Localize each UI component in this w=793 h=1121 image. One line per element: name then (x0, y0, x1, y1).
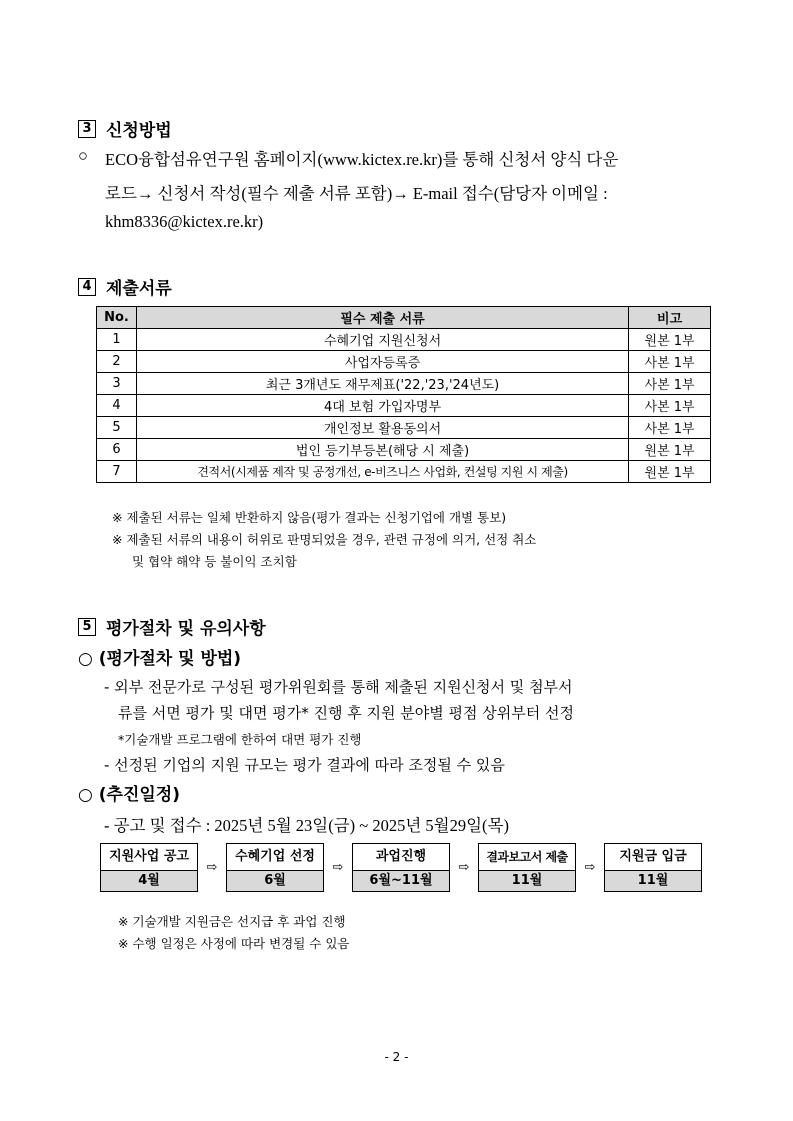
cell-remark: 원본 1부 (629, 329, 711, 351)
procedure-line-2: 류를 서면 평가 및 대면 평가* 진행 후 지원 분야별 평점 상위부터 선정 (118, 704, 574, 722)
flow-step-month: 6월~11월 (353, 871, 449, 891)
table-row (97, 461, 711, 483)
subheading-procedure: ○ (평가절차 및 방법) (78, 649, 242, 669)
flow-step-month: 11월 (479, 871, 575, 891)
cell-no: 2 (97, 351, 137, 373)
table-row (97, 439, 711, 461)
flow-step-label: 결과보고서 제출 (479, 844, 575, 871)
arrow-right-icon: ⇨ (206, 860, 218, 875)
bullet: ○ (78, 146, 88, 165)
procedure-line-1: - 외부 전문가로 구성된 평가위원회를 통해 제출된 지원신청서 및 첨부서 (104, 678, 573, 696)
flow-step-month: 11월 (605, 871, 701, 891)
section-number: 4 (78, 278, 96, 296)
cell-document: 사업자등록증 (136, 351, 628, 373)
note: ※ 수행 일정은 사정에 따라 변경될 수 있음 (118, 936, 350, 951)
section-4-heading (78, 274, 172, 299)
flow-step-label: 지원금 입금 (605, 844, 701, 871)
subheading-schedule: ○ (추진일정) (78, 785, 180, 805)
cell-remark: 사본 1부 (629, 351, 711, 373)
documents-table (96, 306, 711, 483)
cell-document: 4대 보험 가입자명부 (136, 395, 628, 417)
header-no: No. (97, 307, 137, 329)
cell-remark: 사본 1부 (629, 417, 711, 439)
method-line-3: khm8336@kictex.re.kr) (105, 212, 264, 231)
table-row (97, 351, 711, 373)
cell-document: 최근 3개년도 재무제표('22,'23,'24년도) (136, 373, 628, 395)
section-title: 평가절차 및 유의사항 (106, 619, 266, 639)
table-row (97, 329, 711, 351)
note: ※ 제출된 서류의 내용이 허위로 판명되었을 경우, 관련 규정에 의거, 선정 취소 (112, 532, 537, 547)
section-title: 제출서류 (106, 279, 172, 299)
arrow-right-icon: ⇨ (332, 860, 344, 875)
note: ※ 기술개발 지원금은 선지급 후 과업 진행 (118, 914, 346, 929)
section-5-heading (78, 614, 266, 639)
flow-step (478, 843, 576, 892)
table-row (97, 373, 711, 395)
flow-step-month: 6월 (227, 871, 323, 891)
cell-document: 개인정보 활용동의서 (136, 417, 628, 439)
schedule-line: - 공고 및 접수 : 2025년 5월 23일(금) ~ 2025년 5월29일(목) (104, 816, 509, 835)
cell-no: 1 (97, 329, 137, 351)
cell-remark: 원본 1부 (629, 439, 711, 461)
cell-remark: 사본 1부 (629, 373, 711, 395)
cell-no: 5 (97, 417, 137, 439)
arrow-right-icon: ⇨ (584, 860, 596, 875)
flow-step (100, 843, 198, 892)
cell-no: 3 (97, 373, 137, 395)
flow-step (352, 843, 450, 892)
cell-document: 수혜기업 지원신청서 (136, 329, 628, 351)
scale-note: - 선정된 기업의 지원 규모는 평가 결과에 따라 조정될 수 있음 (104, 756, 505, 774)
arrow-right-icon: ⇨ (458, 860, 470, 875)
cell-no: 6 (97, 439, 137, 461)
flow-step (226, 843, 324, 892)
cell-document: 견적서(시제품 제작 및 공정개선, e-비즈니스 사업화, 컨설팅 지원 시 제출) (136, 461, 628, 483)
header-remark: 비고 (629, 307, 711, 329)
table-row (97, 395, 711, 417)
flow-step-label: 수혜기업 선정 (227, 844, 323, 871)
method-line-2: 로드→ 신청서 작성(필수 제출 서류 포함)→ E-mail 접수(담당자 이메일 : (105, 184, 608, 203)
cell-no: 4 (97, 395, 137, 417)
flow-step-label: 과업진행 (353, 844, 449, 871)
section-3-heading (78, 116, 172, 141)
note-continued: 및 협약 해약 등 불이익 조치함 (132, 554, 297, 569)
footnote: *기술개발 프로그램에 한하여 대면 평가 진행 (118, 732, 362, 747)
note: ※ 제출된 서류는 일체 반환하지 않음(평가 결과는 신청기업에 개별 통보) (112, 510, 507, 525)
flow-step (604, 843, 702, 892)
flow-step-month: 4월 (101, 871, 197, 891)
method-line-1: ECO융합섬유연구원 홈페이지(www.kictex.re.kr)를 통해 신청서 양식 다운 (105, 150, 619, 169)
section-number: 5 (78, 618, 96, 636)
cell-remark: 원본 1부 (629, 461, 711, 483)
section-title: 신청방법 (106, 121, 172, 141)
flow-step-label: 지원사업 공고 (101, 844, 197, 871)
cell-no: 7 (97, 461, 137, 483)
cell-document: 법인 등기부등본(해당 시 제출) (136, 439, 628, 461)
schedule-flow (100, 843, 702, 892)
cell-remark: 사본 1부 (629, 395, 711, 417)
header-document: 필수 제출 서류 (136, 307, 628, 329)
table-row (97, 417, 711, 439)
section-number: 3 (78, 120, 96, 138)
table-header-row (97, 307, 711, 329)
page-number: - 2 - (384, 1050, 409, 1064)
